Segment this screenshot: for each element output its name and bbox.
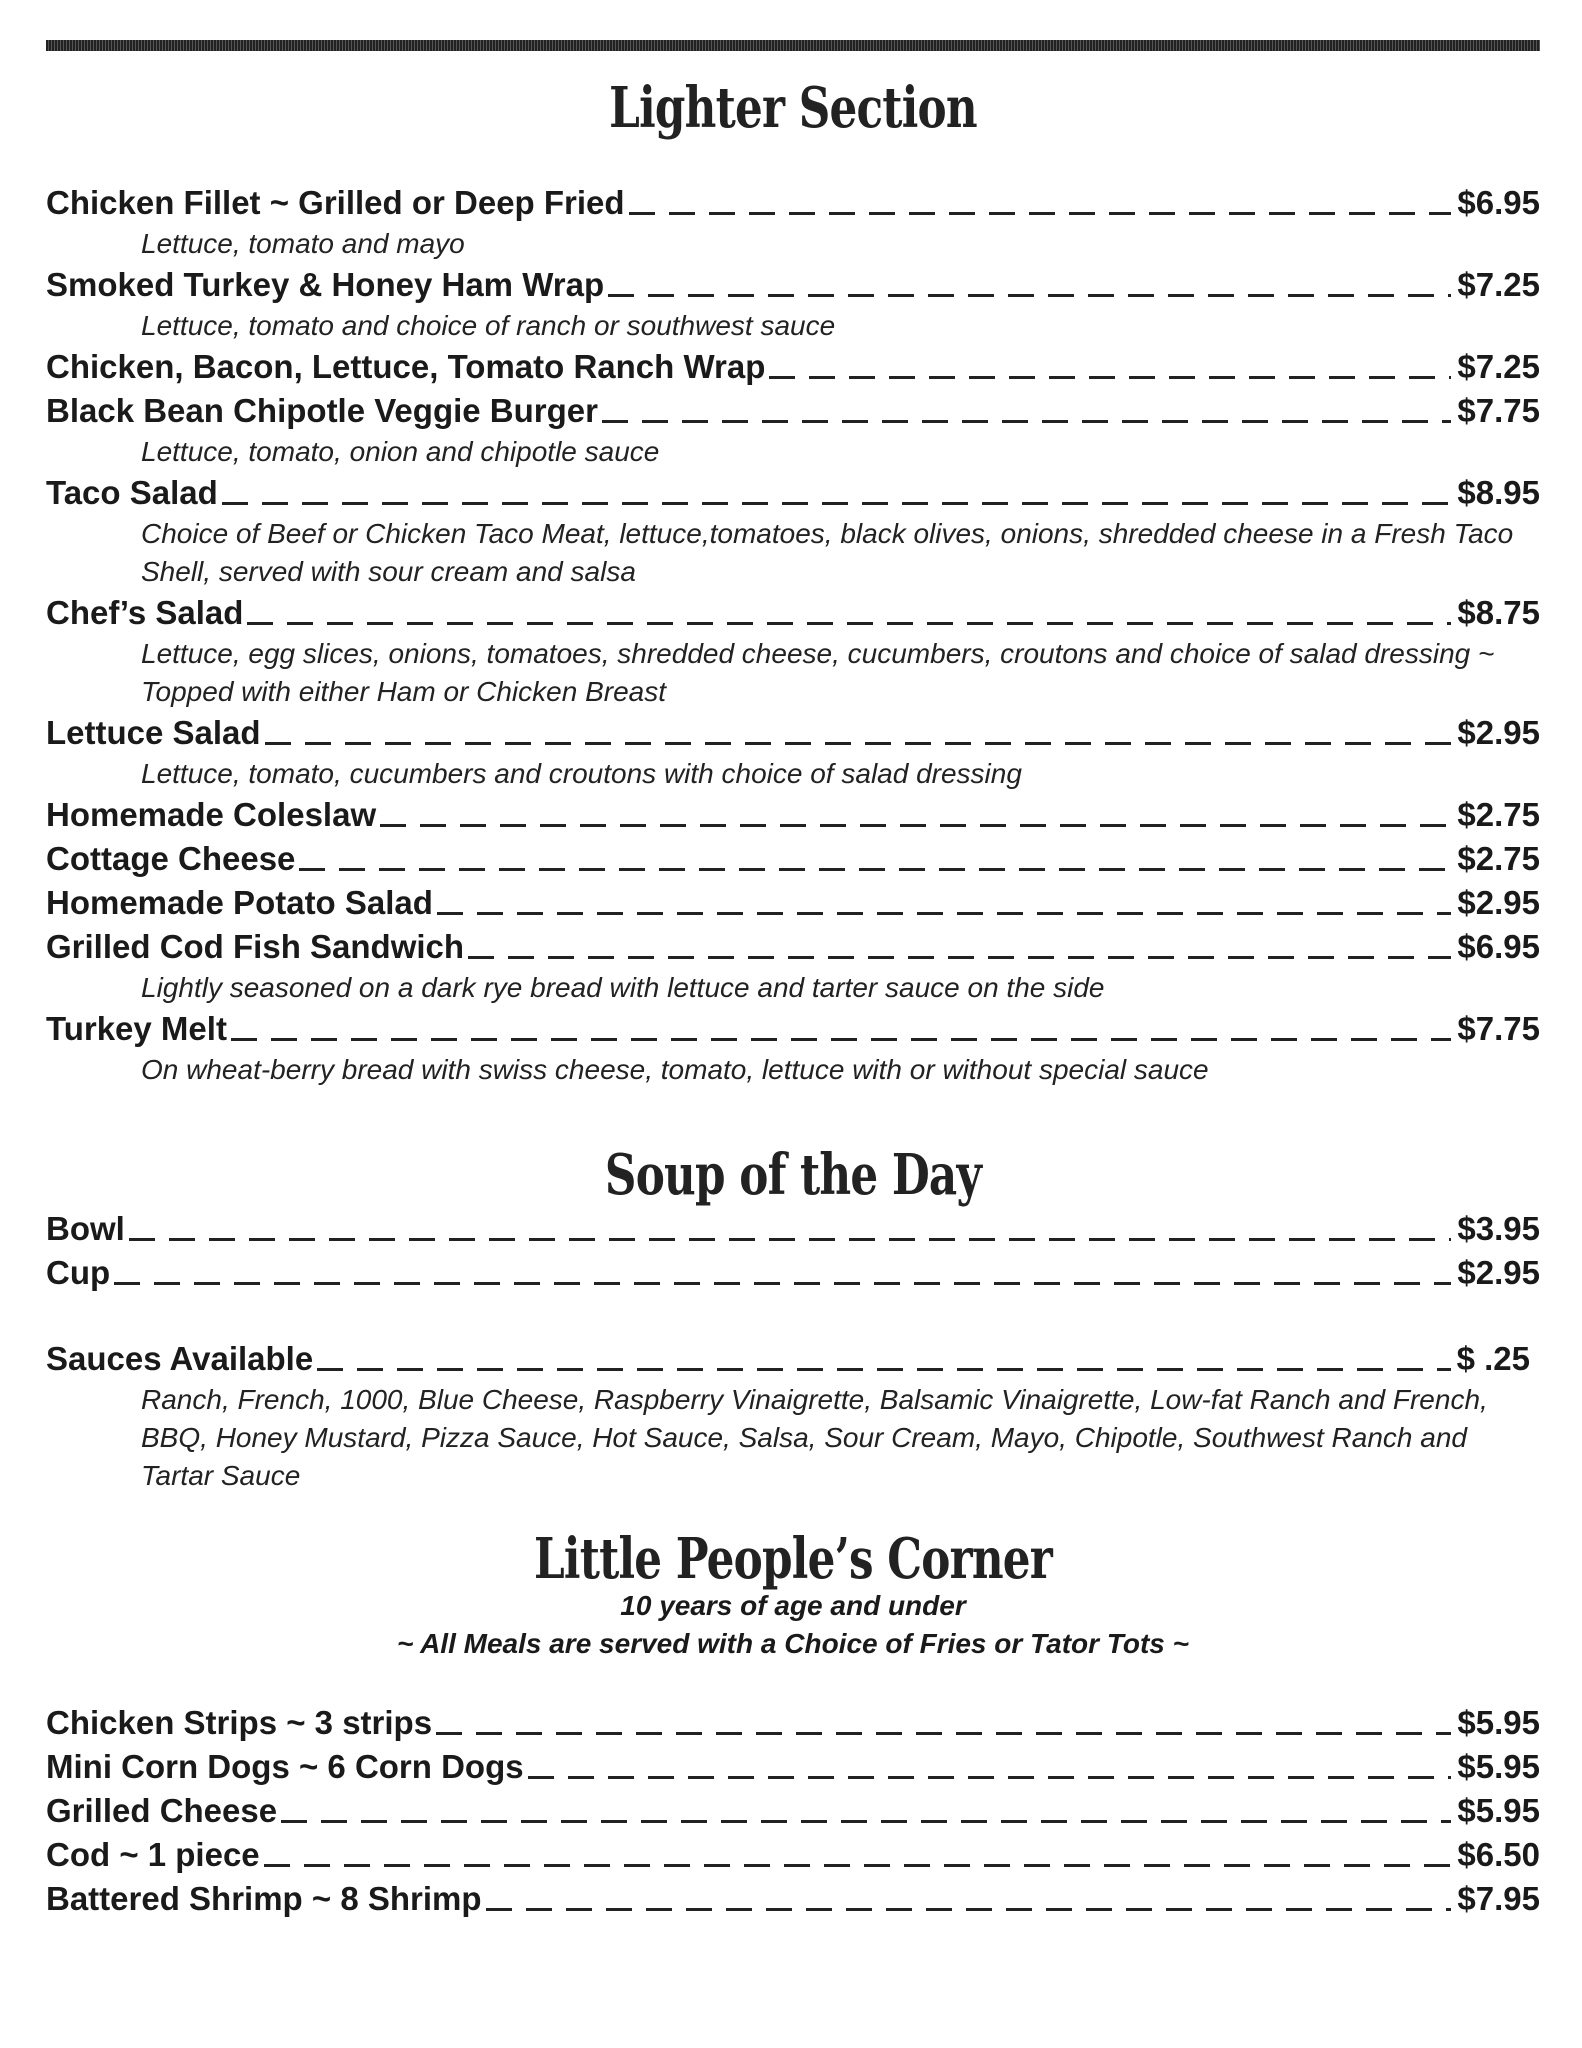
menu-item [46, 881, 1540, 925]
item-price: $2.95 [1457, 714, 1540, 751]
item-price: $5.95 [1457, 1704, 1540, 1741]
dotted-leader [602, 420, 1451, 423]
item-name: Chicken Fillet ~ Grilled or Deep Fried [46, 184, 625, 221]
item-price: $7.25 [1457, 266, 1540, 303]
dotted-leader [436, 1732, 1451, 1735]
item-price: $7.25 [1457, 348, 1540, 385]
item-name: Chicken, Bacon, Lettuce, Tomato Ranch Wrap [46, 348, 766, 385]
menu-item [46, 345, 1540, 389]
dotted-leader [231, 1038, 1451, 1041]
item-price: $8.75 [1457, 594, 1540, 631]
item-price: $8.95 [1457, 474, 1540, 511]
item-price: $7.95 [1457, 1880, 1540, 1917]
menu-item [46, 1745, 1540, 1789]
item-description: Choice of Beef or Chicken Taco Meat, lettuce,tomatoes, black olives, onions, shredded cheese in a Fresh Taco Shell, served with sour cream and salsa [141, 518, 1514, 587]
item-price: $6.95 [1457, 928, 1540, 965]
item-description: Lettuce, tomato and mayo [141, 228, 465, 259]
menu-item [46, 711, 1540, 793]
menu-item [46, 471, 1540, 591]
item-description: Lettuce, tomato and choice of ranch or southwest sauce [141, 310, 836, 341]
menu-item [46, 1007, 1540, 1089]
menu-item [46, 1207, 1540, 1251]
menu-item [46, 1833, 1540, 1877]
dotted-leader [265, 742, 1452, 745]
menu-page [46, 58, 1540, 1921]
menu-item [46, 591, 1540, 711]
item-price: $2.95 [1457, 1254, 1540, 1291]
menu-item [46, 925, 1540, 1007]
item-price: $2.75 [1457, 796, 1540, 833]
menu-item [46, 1789, 1540, 1833]
item-description: Lettuce, tomato, onion and chipotle sauce [141, 436, 660, 467]
soup-section-title: Soup of the Day [604, 1142, 982, 1208]
dotted-leader [222, 502, 1452, 505]
item-price: $3.95 [1457, 1210, 1540, 1247]
item-name: Cottage Cheese [46, 840, 296, 877]
dotted-leader [608, 294, 1451, 297]
item-name: Cod ~ 1 piece [46, 1836, 260, 1873]
kids-section-title: Little People’s Corner [533, 1526, 1053, 1592]
menu-item [46, 793, 1540, 837]
item-name: Chicken Strips ~ 3 strips [46, 1704, 433, 1741]
lighter-items [46, 181, 1540, 1089]
soup-items [46, 1207, 1540, 1295]
item-description: Lettuce, tomato, cucumbers and croutons with choice of salad dressing [141, 758, 1022, 789]
item-price: $7.75 [1457, 392, 1540, 429]
kids-age-note: 10 years of age and under [620, 1590, 966, 1621]
item-description: Lettuce, egg slices, onions, tomatoes, shredded cheese, cucumbers, croutons and choice of salad dressing ~ Topped with either Ham or Chicken Breast [141, 638, 1495, 707]
item-name: Sauces Available [46, 1340, 314, 1377]
kids-sides-note: ~ All Meals are served with a Choice of Fries or Tator Tots ~ [396, 1628, 1189, 1659]
menu-item [46, 1877, 1540, 1921]
item-name: Homemade Coleslaw [46, 796, 377, 833]
dotted-leader [264, 1864, 1452, 1867]
dotted-leader [629, 212, 1452, 215]
menu-item [46, 181, 1540, 263]
item-name: Bowl [46, 1210, 125, 1247]
dotted-leader [281, 1820, 1451, 1823]
item-name: Taco Salad [46, 474, 218, 511]
menu-item [46, 837, 1540, 881]
dotted-leader [437, 912, 1451, 915]
dotted-leader [299, 868, 1451, 871]
kids-items [46, 1701, 1540, 1921]
dotted-leader [114, 1282, 1451, 1285]
sauces-block [46, 1337, 1540, 1495]
item-name: Homemade Potato Salad [46, 884, 433, 921]
item-name: Turkey Melt [46, 1010, 227, 1047]
item-price: $5.95 [1457, 1792, 1540, 1829]
item-name: Cup [46, 1254, 111, 1291]
menu-item [46, 263, 1540, 345]
item-name: Lettuce Salad [46, 714, 261, 751]
item-price: $ .25 [1456, 1340, 1530, 1377]
dotted-leader [247, 622, 1451, 625]
dotted-leader [129, 1238, 1452, 1241]
item-price: $5.95 [1457, 1748, 1540, 1785]
dotted-leader [769, 376, 1451, 379]
dotted-leader [486, 1908, 1452, 1911]
dotted-leader [468, 956, 1451, 959]
item-price: $6.50 [1457, 1836, 1540, 1873]
menu-item [46, 1337, 1540, 1381]
item-name: Chef’s Salad [46, 594, 244, 631]
dotted-leader [528, 1776, 1452, 1779]
item-description: On wheat-berry bread with swiss cheese, tomato, lettuce with or without special sauce [141, 1054, 1209, 1085]
item-name: Grilled Cod Fish Sandwich [46, 928, 465, 965]
item-name: Black Bean Chipotle Veggie Burger [46, 392, 598, 429]
top-divider [46, 40, 1540, 51]
sauces-list: Ranch, French, 1000, Blue Cheese, Raspberry Vinaigrette, Balsamic Vinaigrette, Low-fat Ranch and French, BBQ, Honey Mustard, Pizza Sauce, Hot Sauce, Salsa, Sour Cream, Mayo, Chipotle, Southwest Ranch and Tartar Sauce [141, 1384, 1488, 1491]
item-name: Grilled Cheese [46, 1792, 278, 1829]
menu-item [46, 1701, 1540, 1745]
item-price: $7.75 [1457, 1010, 1540, 1047]
item-price: $2.75 [1457, 840, 1540, 877]
item-description: Lightly seasoned on a dark rye bread with lettuce and tarter sauce on the side [141, 972, 1105, 1003]
item-name: Battered Shrimp ~ 8 Shrimp [46, 1880, 482, 1917]
item-name: Mini Corn Dogs ~ 6 Corn Dogs [46, 1748, 524, 1785]
dotted-leader [317, 1368, 1450, 1371]
menu-item [46, 1251, 1540, 1295]
item-price: $2.95 [1457, 884, 1540, 921]
item-name: Smoked Turkey & Honey Ham Wrap [46, 266, 605, 303]
menu-item [46, 389, 1540, 471]
dotted-leader [380, 824, 1451, 827]
item-price: $6.95 [1457, 184, 1540, 221]
lighter-section-title: Lighter Section [609, 75, 977, 141]
